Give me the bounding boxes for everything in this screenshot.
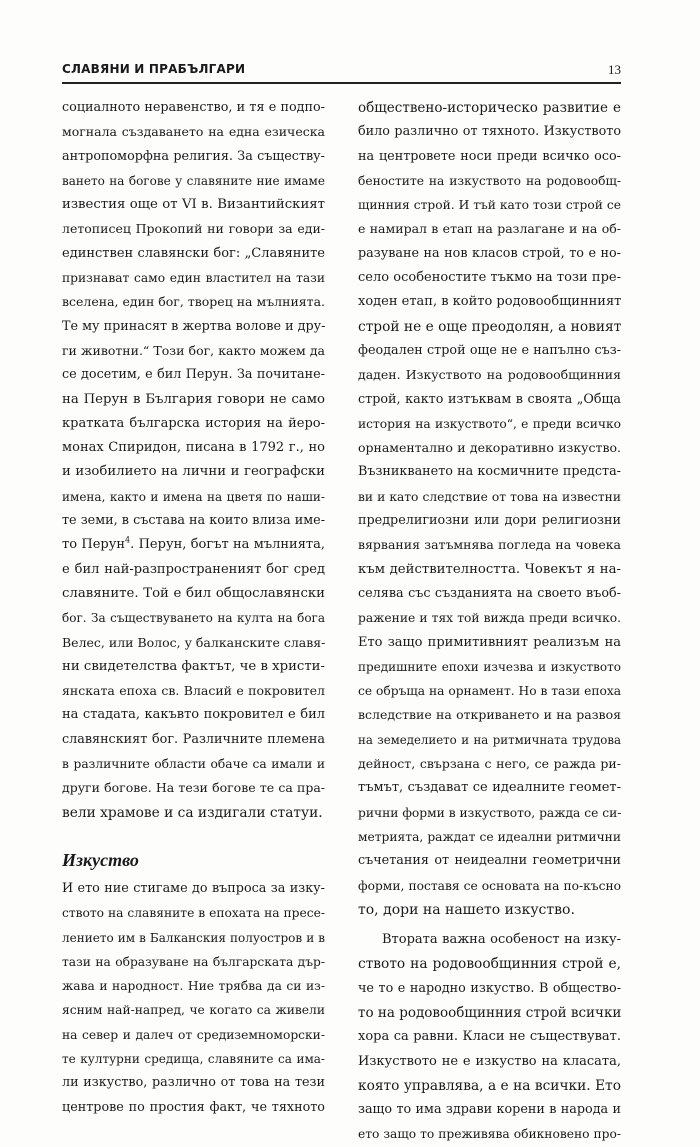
text-line: ството на родовообщинния строй е, — [358, 956, 621, 973]
footnote-marker: 4 — [125, 536, 131, 546]
text-line: е намирал в етап на разлагане и на об- — [358, 221, 621, 237]
text-line: ването на богове у славяните ние имаме — [62, 173, 325, 188]
text-line: щинния строй. И тъй като този строй се — [358, 198, 621, 213]
text-line: вели храмове и са издигали статуи. — [62, 804, 323, 821]
text-line: ни свидетелства фактът, че в христи- — [62, 658, 325, 674]
text-line: на центровете носи преди всичко осо- — [358, 148, 621, 164]
text-line: славяните. Той е бил общославянски — [62, 585, 325, 601]
text-line: Втората важна особеност на изку- — [382, 932, 621, 948]
text-line: вярвания затъмнява погледа на човека — [358, 537, 621, 553]
text-line: на Перун в България говори не само — [62, 391, 325, 407]
text-line: ясним най-напред, че когато са живели — [62, 1003, 325, 1018]
text-line: вследствие на откриването и на развоя — [358, 707, 621, 723]
text-line: могнала създаването на една езическа — [62, 124, 325, 140]
text-line-with-footnote — [62, 533, 325, 557]
text-line: съчетания от неидеални геометрични — [358, 853, 621, 869]
text-line: единствен славянски бог: „Славяните — [62, 245, 325, 261]
text-line: разуване на нов класов строй, то е но- — [358, 245, 621, 261]
text-line: която управлява, а е на всички. Ето — [358, 1077, 621, 1094]
text-line: на север и далеч от средиземноморски- — [62, 1027, 325, 1042]
text-line: в различните области обаче са имали и — [62, 757, 325, 772]
paragraph — [358, 96, 621, 922]
text-line: Велес, или Волос, у балканските славя- — [62, 634, 326, 650]
text-line: антропоморфна религия. За съществу- — [62, 148, 325, 164]
left-column — [62, 96, 325, 1120]
text-line: бог. За съществуването на култа на бога — [62, 611, 325, 626]
text-line: и изобилието на лични и географски — [62, 464, 325, 480]
text-line: феодален строй още не е напълно съз- — [358, 342, 621, 358]
text-line: строй, както изтъквам в своята „Обща — [358, 391, 621, 407]
text-line: то, дори на нашето изкуство. — [358, 901, 575, 918]
paragraph — [62, 96, 325, 825]
header-rule — [62, 82, 621, 84]
text-line: центрове по простия факт, че тяхното — [62, 1099, 325, 1115]
text-line: монах Спиридон, писана в 1792 г., но — [62, 440, 325, 456]
text-line: вселена, един бог, творец на мълнията. — [62, 294, 325, 310]
text-line: ражение и тях той вижда преди всичко. — [358, 611, 621, 626]
text-line: Изкуството не е изкуство на класата, — [358, 1053, 621, 1069]
text-line: ги животни.“ Този бог, както можем да — [62, 342, 325, 358]
text-line: социалното неравенство, и тя е подпо- — [62, 100, 325, 115]
text-line: даден. Изкуството на родовообщинния — [358, 367, 621, 383]
text-line: Ето защо примитивният реализъм на — [358, 634, 621, 650]
text-line: орнаментално и декоративно изкуство. — [358, 440, 621, 456]
page-header — [62, 62, 621, 80]
text-line: ви и като следствие от това на известни — [358, 489, 621, 504]
text-line: към действителността. Човекът я на- — [358, 561, 621, 577]
text-line: село особеностите тъкмо на този пре- — [358, 270, 621, 286]
right-column — [358, 96, 621, 1147]
text-line: се обръща на орнамент. Но в тази епоха — [358, 684, 622, 699]
text-line: други богове. На тези богове те са пра- — [62, 780, 325, 796]
text-line: янската епоха св. Власий е покровител — [62, 683, 325, 699]
text-line: ходен етап, в който родовообщинният — [358, 294, 622, 310]
running-head: СЛАВЯНИ И ПРАБЪЛГАРИ — [62, 62, 246, 76]
text-line: било различно от тяхното. Изкуството — [358, 124, 621, 140]
page-number: 13 — [608, 62, 621, 77]
text-line: жава и народност. Ние трябва да си из- — [62, 979, 325, 994]
text-line: защо то има здрави корени в народа и — [358, 1102, 621, 1118]
text-line: то на родовообщинния строй всички — [358, 1004, 622, 1021]
section-heading: Изкуство — [62, 849, 139, 870]
text-line: история на изкуството“, е преди всичко — [358, 416, 621, 431]
text-line: строй не е още преодолян, а новият — [358, 318, 622, 335]
text-line: обществено-историческо развитие е — [358, 100, 621, 116]
text-line: селява със създанията на своето въоб- — [358, 585, 621, 601]
text-line: на земеделието и на ритмичната трудова — [358, 732, 621, 747]
text-line: признават само един властител на тази — [62, 271, 325, 286]
text-fragment: то Перун — [62, 537, 126, 553]
text-line: те културни средища, славяните са има- — [62, 1051, 325, 1066]
text-line: те земи, в състава на които влиза име- — [62, 513, 325, 529]
text-line: ли изкуство, различно от това на тези — [62, 1075, 325, 1091]
text-line: Те му принасят в жертва волове и дру- — [62, 318, 326, 334]
text-line: тази на образуване на българската дър- — [62, 954, 325, 969]
text-fragment: . Перун, богът на мълнията, — [130, 537, 325, 553]
text-line: хора са равни. Класи не съществуват. — [358, 1029, 621, 1045]
text-line: беностите на изкуството на родовообщ- — [358, 173, 621, 188]
text-line: на стадата, какъвто покровител е бил — [62, 707, 325, 723]
text-line: лението им в Балканския полуостров и в — [62, 930, 325, 945]
text-line: тъмът, създават се идеалните геомет- — [358, 780, 621, 796]
text-line: летописец Прокопий ни говори за еди- — [62, 221, 325, 237]
text-line: кратката българска история на йеро- — [62, 415, 325, 431]
text-line: дейност, свързана с него, се ражда ри- — [358, 756, 621, 772]
text-line: метрията, раждат се идеални ритмични — [358, 829, 621, 844]
text-line: славянският бог. Различните племена — [62, 731, 325, 747]
paragraph — [62, 877, 325, 1120]
text-line: имена, както и имена на цветя по наши- — [62, 489, 325, 504]
paragraph — [358, 928, 621, 1147]
text-line: предрелигиозни или дори религиозни — [358, 513, 621, 529]
text-line: че то е народно изкуство. В общество- — [358, 980, 621, 996]
text-line: е бил най-разпространеният бог сред — [62, 561, 325, 577]
text-line: известия още от VI в. Византийският — [62, 197, 325, 213]
text-line: предишните епохи изчезва и изкуството — [358, 659, 621, 674]
text-line: рични форми в изкуството, ражда се си- — [358, 805, 622, 820]
text-line: И ето ние стигаме до въпроса за изку- — [62, 880, 325, 896]
text-line: се досетим, е бил Перун. За почитане- — [62, 367, 325, 383]
text-line: ството на славяните в епохата на пресе- — [62, 906, 325, 921]
text-line: ето защо то преживява обикновено про- — [358, 1127, 621, 1142]
text-line: форми, поставя се основата на по-късно — [358, 878, 621, 893]
text-line: Възникването на космичните предста- — [358, 464, 621, 480]
